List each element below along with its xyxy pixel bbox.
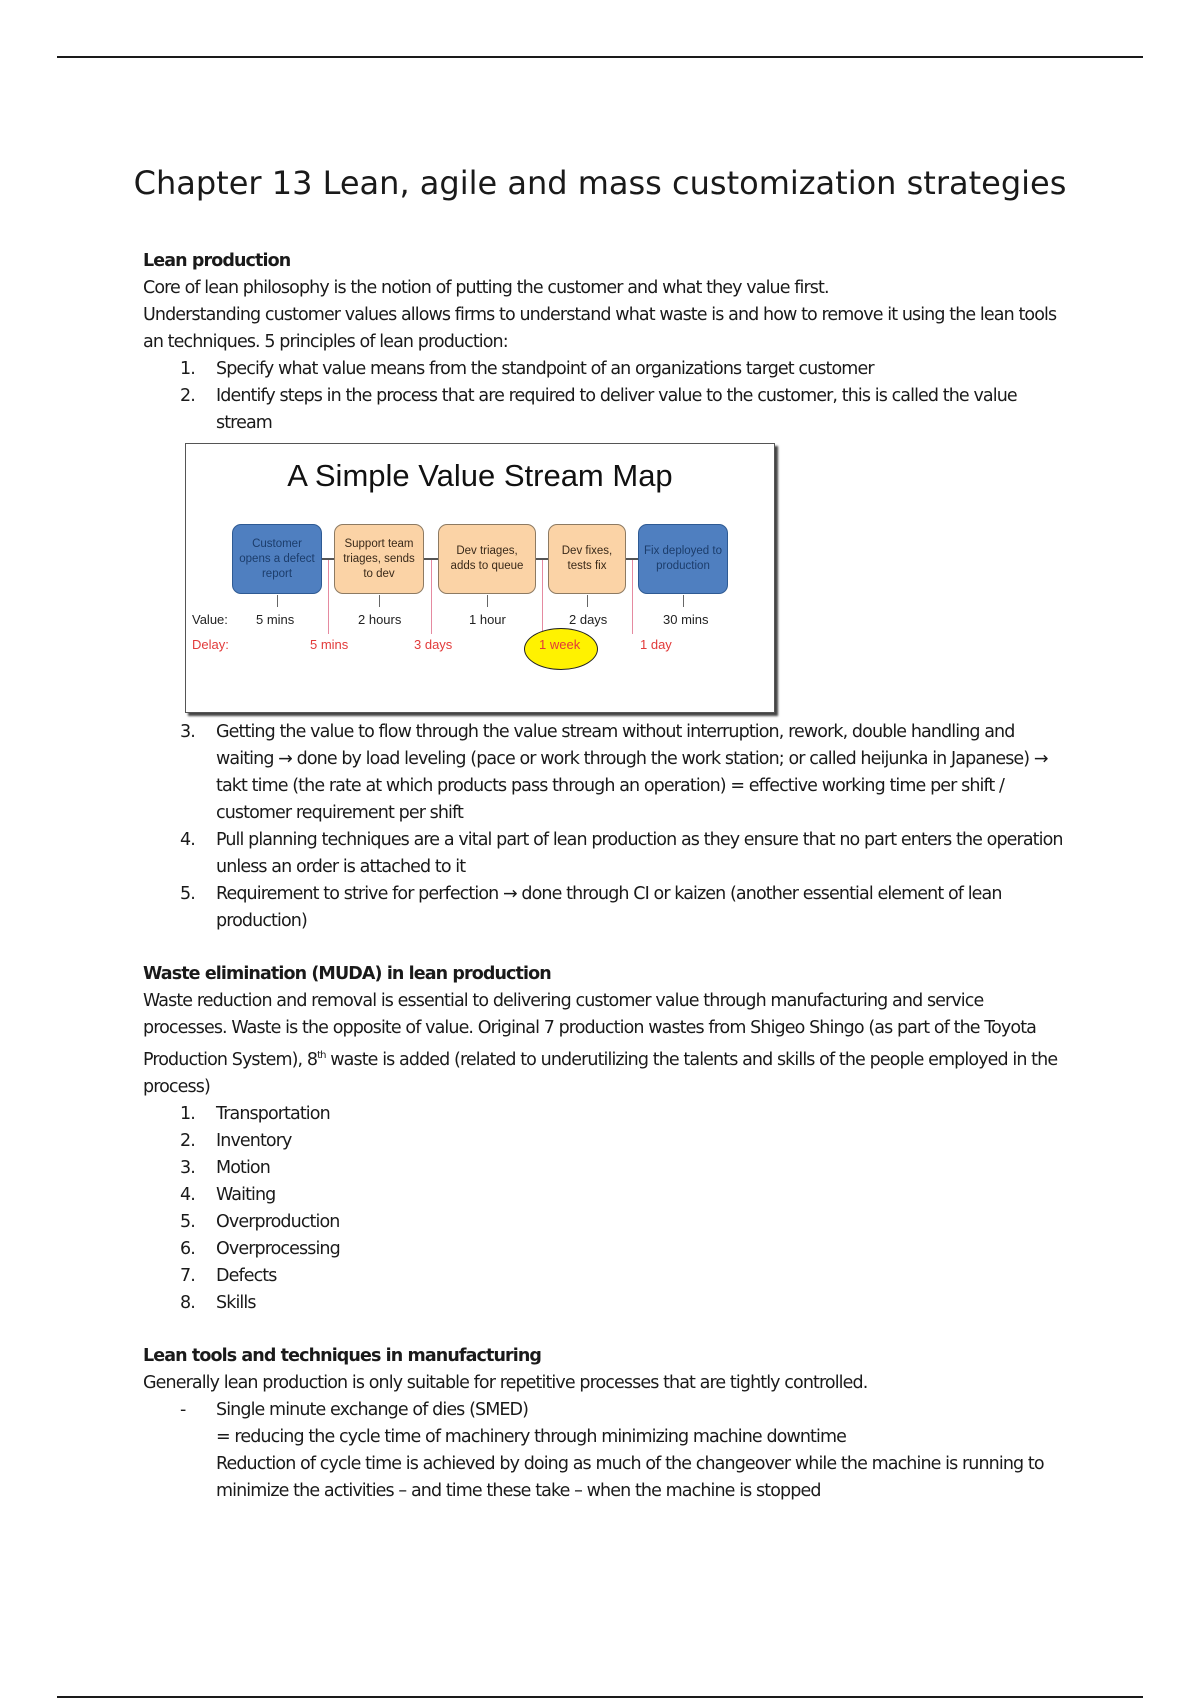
list-text: Specify what value means from the standpoint of an organizations target customer: [216, 359, 874, 379]
list-item: [143, 1128, 1063, 1155]
list-text: Inventory: [216, 1130, 292, 1151]
delay-row-label: Delay:: [192, 637, 229, 652]
list-number: 1.: [180, 1103, 195, 1124]
paragraph: Core of lean philosophy is the notion of putting the customer and what they value first.: [143, 278, 829, 298]
value-time: 5 mins: [256, 612, 295, 627]
section-heading-lean-tools: Lean tools and techniques in manufacturing: [143, 1345, 542, 1366]
value-time: 2 hours: [358, 612, 402, 627]
list-item: [143, 1182, 1063, 1209]
value-time: 2 days: [569, 612, 608, 627]
list-item: [143, 356, 1063, 383]
list-item: [143, 1263, 1063, 1290]
section-heading-lean-production: Lean production: [143, 251, 291, 271]
bullet-dash-icon: -: [180, 1399, 186, 1420]
value-time: 30 mins: [663, 612, 709, 627]
list-text: Waiting: [216, 1184, 276, 1205]
delay-time-highlighted: 1 week: [539, 637, 581, 652]
list-item: [143, 827, 1063, 881]
list-text: Getting the value to flow through the value stream without interruption, rework, double handling and waiting → done by load leveling (pace or work through the work station; or called heijunka in Japanese) → takt time (the rate at which products pass through an operation) = effective working time per shift / customer requirement per shift: [216, 722, 1048, 823]
list-number: 2.: [180, 386, 195, 406]
arrow-up-icon: [683, 595, 684, 607]
bullet-line: Reduction of cycle time is achieved by doing as much of the changeover while the machine is running to minimize the activities – and time these take – when the machine is stopped: [216, 1453, 1044, 1501]
list-number: 4.: [180, 1184, 195, 1205]
list-text: Pull planning techniques are a vital part of lean production as they ensure that no part enters the operation unless an order is attached to it: [216, 830, 1063, 877]
list-text: Identify steps in the process that are required to deliver value to the customer, this is called the value stream: [216, 386, 1017, 433]
paragraph: Understanding customer values allows firms to understand what waste is and how to remove it using the lean tools an techniques. 5 principles of lean production:: [143, 305, 1057, 352]
bullet-item-smed: [143, 1397, 1063, 1505]
value-time: 1 hour: [469, 612, 506, 627]
step-dev-fix: Dev fixes, tests fix: [548, 524, 626, 594]
arrow-up-icon: [587, 595, 588, 607]
list-item: [143, 1209, 1063, 1236]
list-text: Skills: [216, 1292, 256, 1313]
arrow-up-icon: [277, 595, 278, 607]
header-rule: [57, 56, 1143, 58]
list-number: 5.: [180, 884, 195, 904]
footer-rule: [57, 1696, 1143, 1698]
list-item: [143, 1236, 1063, 1263]
list-text: Motion: [216, 1157, 270, 1178]
delay-marker: [542, 560, 543, 634]
tools-list: [143, 1397, 1063, 1505]
figure-title: A Simple Value Stream Map: [287, 458, 673, 493]
list-text: Defects: [216, 1265, 277, 1286]
value-row-label: Value:: [192, 612, 228, 627]
list-number: 6.: [180, 1238, 195, 1259]
list-item: [143, 383, 1063, 437]
list-number: 3.: [180, 1157, 195, 1178]
list-text: Transportation: [216, 1103, 330, 1124]
value-stream-map-figure: [185, 443, 775, 713]
step-support-triage: Support team triages, sends to dev: [334, 524, 424, 594]
paragraph: [143, 988, 1063, 1101]
principles-list: [143, 356, 1063, 437]
bullet-line: Single minute exchange of dies (SMED): [216, 1399, 529, 1420]
list-item: [143, 719, 1063, 827]
list-item: [143, 881, 1063, 935]
list-text: Overprocessing: [216, 1238, 340, 1259]
principles-list-continued: [143, 719, 1063, 935]
section-heading-waste-elimination: Waste elimination (MUDA) in lean production: [143, 964, 551, 984]
list-number: 7.: [180, 1265, 195, 1286]
list-item: [143, 1155, 1063, 1182]
arrow-up-icon: [379, 595, 380, 607]
list-number: 4.: [180, 830, 195, 850]
delay-marker: [431, 560, 432, 634]
bullet-line: = reducing the cycle time of machinery through minimizing machine downtime: [216, 1426, 846, 1447]
list-number: 8.: [180, 1292, 195, 1313]
list-number: 2.: [180, 1130, 195, 1151]
step-deploy: Fix deployed to production: [638, 524, 728, 594]
arrow-up-icon: [487, 595, 488, 607]
paragraph-text: waste is added (related to underutilizing the talents and skills of the people employed in the process): [143, 1049, 1058, 1097]
paragraph: Generally lean production is only suitable for repetitive processes that are tightly controlled.: [143, 1372, 868, 1393]
list-text: Requirement to strive for perfection → done through CI or kaizen (another essential element of lean production): [216, 884, 1002, 931]
delay-marker: [632, 560, 633, 634]
page-title: Chapter 13 Lean, agile and mass customization strategies: [133, 164, 1067, 202]
step-dev-triage: Dev triages, adds to queue: [438, 524, 536, 594]
step-customer-report: Customer opens a defect report: [232, 524, 322, 594]
paragraph-text: Waste reduction and removal is essential to delivering customer value through manufacturing and service processes. Waste is the opposite of value. Original 7 production wastes from Shigeo Shingo (as part of the Toyota Production System), 8: [143, 991, 1036, 1070]
delay-marker: [328, 560, 329, 634]
delay-time: 3 days: [414, 637, 453, 652]
list-text: Overproduction: [216, 1211, 340, 1232]
list-number: 1.: [180, 359, 195, 379]
list-item: [143, 1101, 1063, 1128]
delay-time: 1 day: [640, 637, 672, 652]
superscript: th: [317, 1050, 326, 1061]
document-body: [143, 248, 1063, 1505]
list-number: 5.: [180, 1211, 195, 1232]
delay-time: 5 mins: [310, 637, 349, 652]
list-item: [143, 1290, 1063, 1317]
list-number: 3.: [180, 722, 195, 742]
wastes-list: [143, 1101, 1063, 1317]
